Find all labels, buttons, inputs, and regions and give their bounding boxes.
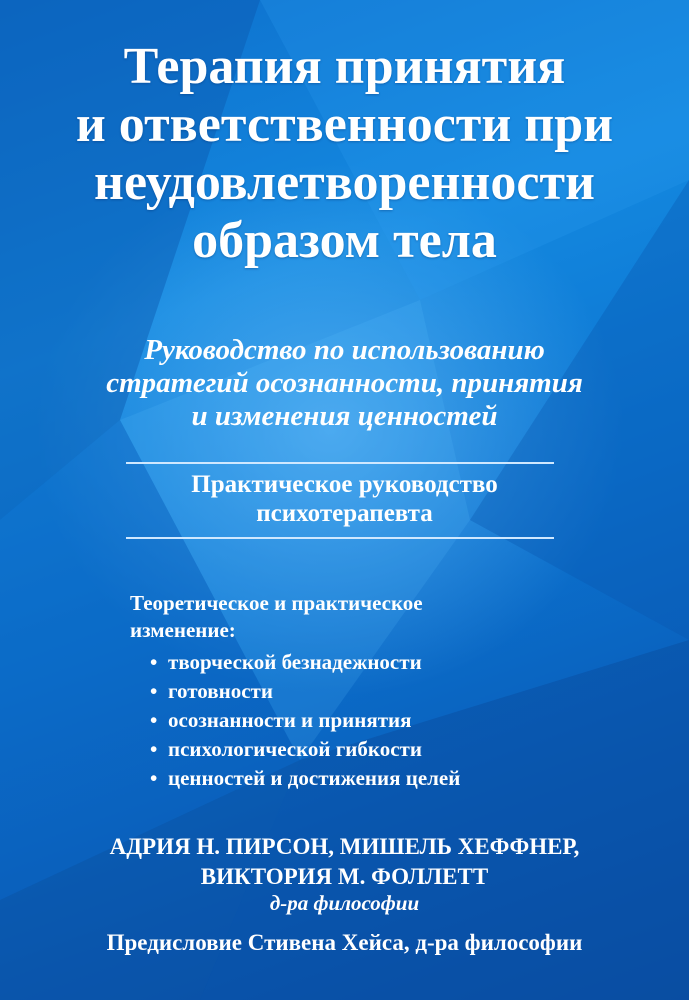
topics-intro-line: изменение: — [130, 618, 236, 642]
bullet-icon: • — [150, 766, 158, 790]
list-item — [150, 706, 610, 735]
list-item — [150, 735, 610, 764]
series-line: Практическое руководство — [191, 471, 498, 498]
series-label — [20, 470, 669, 528]
divider-top — [126, 462, 554, 464]
bullet-icon: • — [150, 650, 158, 674]
author-degree: д-ра философии — [269, 891, 420, 915]
subtitle-line: и изменения ценностей — [191, 400, 498, 432]
topic-text: готовности — [168, 679, 273, 703]
series-line: психотерапевта — [256, 500, 433, 527]
title-line: образом тела — [192, 212, 497, 269]
list-item — [150, 764, 610, 793]
topic-text: творческой безнадежности — [168, 650, 422, 674]
bullet-icon: • — [150, 679, 158, 703]
subtitle-line: Руководство по использованию — [144, 334, 545, 366]
topics-list — [150, 648, 610, 793]
topic-text: ценностей и достижения целей — [168, 766, 461, 790]
bullet-icon: • — [150, 708, 158, 732]
topic-text: психологической гибкости — [168, 737, 422, 761]
topics-intro-line: Теоретическое и практическое — [130, 591, 423, 615]
foreword-credit: Предисловие Стивена Хейса, д-ра философии — [106, 930, 583, 955]
topics-intro — [130, 590, 610, 644]
bullet-icon: • — [150, 737, 158, 761]
subtitle-line: стратегий осознанности, принятия — [106, 367, 583, 399]
divider-bottom — [126, 537, 554, 539]
topic-text: осознанности и принятия — [168, 708, 412, 732]
authors-line: АДРИЯ Н. ПИРСОН, МИШЕЛЬ ХЕФФНЕР, — [109, 834, 580, 859]
title-line: и ответственности при — [75, 96, 614, 153]
book-title — [20, 38, 669, 270]
book-subtitle — [20, 334, 669, 433]
title-line: Терапия принятия — [123, 38, 566, 95]
title-line: неудовлетворенности — [94, 154, 595, 211]
list-item — [150, 648, 610, 677]
authors-line: ВИКТОРИЯ М. ФОЛЛЕТТ — [200, 864, 489, 889]
list-item — [150, 677, 610, 706]
authors — [20, 832, 669, 892]
